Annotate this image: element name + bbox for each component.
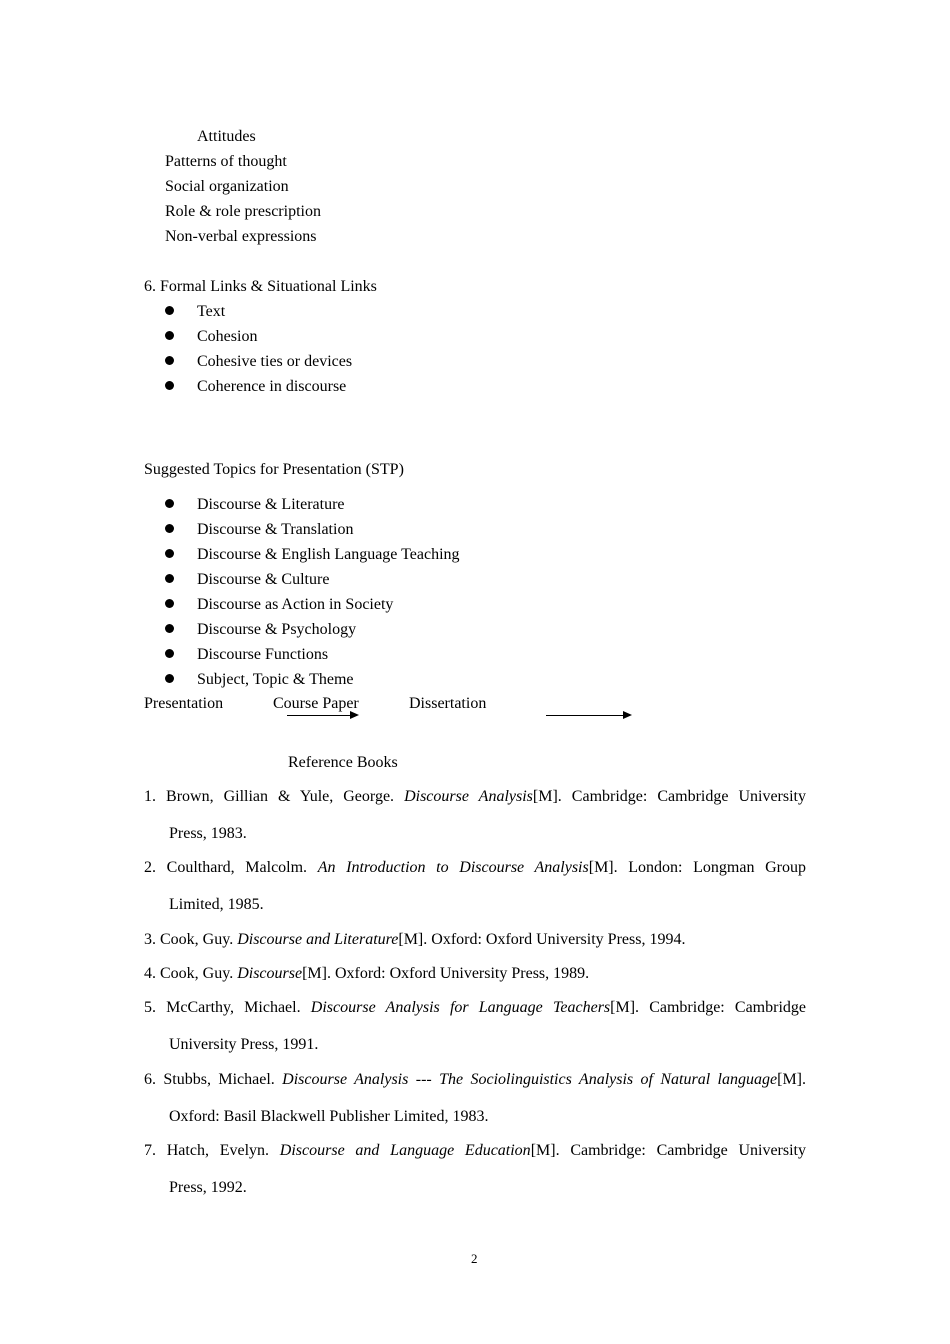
bullet-icon (165, 356, 174, 365)
list-item: Discourse Functions (197, 646, 329, 663)
list-item: Discourse as Action in Society (197, 596, 394, 613)
bullet-icon (165, 624, 174, 633)
ref-title: Discourse and Literature (237, 931, 399, 948)
bullet-icon (165, 499, 174, 508)
list-item: Discourse & English Language Teaching (197, 546, 460, 563)
bullet-icon (165, 549, 174, 558)
list-item: Text (197, 303, 226, 320)
ref-continuation: Press, 1992. (169, 1179, 247, 1196)
flow-step-presentation: Presentation (144, 695, 224, 712)
arrow-right-icon (546, 715, 630, 716)
list-item: Discourse & Culture (197, 571, 330, 588)
culture-item-attitudes: Attitudes (197, 128, 256, 145)
ref-author: 4. Cook, Guy. (144, 965, 238, 982)
references-heading: Reference Books (288, 754, 398, 771)
culture-item: Non-verbal expressions (165, 228, 317, 245)
list-item: Coherence in discourse (197, 378, 347, 395)
ref-continuation: University Press, 1991. (169, 1036, 319, 1053)
ref-author: 5. McCarthy, Michael. (144, 999, 311, 1016)
list-item: Cohesive ties or devices (197, 353, 353, 370)
ref-title: Discourse Analysis for Language Teachers (310, 999, 611, 1016)
bullet-icon (165, 649, 174, 658)
ref-author: 1. Brown, Gillian & Yule, George. (144, 788, 405, 805)
bullet-icon (165, 306, 174, 315)
reference-item (144, 1071, 806, 1126)
flow-step-course-paper: Course Paper (273, 695, 359, 712)
ref-continuation: Press, 1983. (169, 825, 247, 842)
bullet-icon (165, 599, 174, 608)
culture-item: Social organization (165, 178, 289, 195)
ref-continuation: Limited, 1985. (169, 896, 264, 913)
reference-item (144, 999, 806, 1054)
reference-item (144, 931, 806, 949)
ref-publisher: [M]. London: Longman Group (588, 859, 806, 876)
ref-author: 2. Coulthard, Malcolm. (144, 859, 318, 876)
ref-title: Discourse Analysis --- The Sociolinguistics Analysis of Natural language (282, 1071, 778, 1088)
list-item: Discourse & Translation (197, 521, 354, 538)
ref-publisher: [M]. Cambridge: Cambridge (610, 999, 806, 1016)
ref-publisher: [M]. Oxford: Oxford University Press, 1994. (398, 931, 686, 948)
ref-title: Discourse (237, 965, 303, 982)
ref-publisher: [M]. Oxford: Oxford University Press, 1989. (302, 965, 590, 982)
bullet-icon (165, 381, 174, 390)
section-6-heading: 6. Formal Links & Situational Links (144, 278, 377, 295)
ref-publisher: [M]. Cambridge: Cambridge University (532, 788, 806, 805)
ref-author: 7. Hatch, Evelyn. (144, 1142, 280, 1159)
list-item: Subject, Topic & Theme (197, 671, 354, 688)
culture-item: Patterns of thought (165, 153, 287, 170)
list-item: Discourse & Literature (197, 496, 345, 513)
bullet-icon (165, 674, 174, 683)
ref-title: An Introduction to Discourse Analysis (317, 859, 589, 876)
ref-continuation: Oxford: Basil Blackwell Publisher Limited, 1983. (169, 1108, 489, 1125)
list-item: Discourse & Psychology (197, 621, 357, 638)
list-item: Cohesion (197, 328, 258, 345)
reference-item (144, 1142, 806, 1197)
ref-publisher: [M]. (777, 1071, 806, 1088)
ref-author: 3. Cook, Guy. (144, 931, 238, 948)
bullet-icon (165, 331, 174, 340)
page-number: 2 (471, 1251, 478, 1266)
culture-item: Role & role prescription (165, 203, 321, 220)
ref-title: Discourse Analysis (404, 788, 533, 805)
bullet-icon (165, 574, 174, 583)
bullet-icon (165, 524, 174, 533)
reference-item (144, 859, 806, 914)
reference-item (144, 965, 806, 983)
ref-publisher: [M]. Cambridge: Cambridge University (530, 1142, 806, 1159)
arrow-right-icon (287, 715, 357, 716)
ref-title: Discourse and Language Education (279, 1142, 531, 1159)
ref-author: 6. Stubbs, Michael. (144, 1071, 283, 1088)
stp-heading: Suggested Topics for Presentation (STP) (144, 461, 404, 478)
reference-item (144, 788, 806, 843)
flow-step-dissertation: Dissertation (409, 695, 487, 712)
